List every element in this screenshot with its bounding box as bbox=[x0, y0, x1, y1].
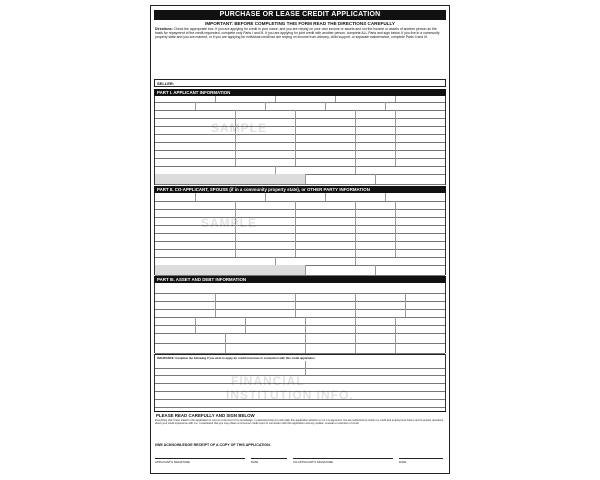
sign-heading: PLEASE READ CAREFULLY AND SIGN BELOW bbox=[154, 411, 446, 419]
coapplicant-fields[interactable] bbox=[154, 193, 446, 275]
directions-text: Check the appropriate box. If you are applying for credit in your name, and you are relying on your own income or assets and not the income or assets of another person as the basis for repayment of the credit requested, complete only Parts I and III. If you are applying for joint credit with another person, complete ALL Parts and sign below. If you live in a community property state and you are married, or if you are applying for individual credit but are relying on income from alimony, child support, or separate maintenance, complete Parts II and III. bbox=[155, 27, 440, 40]
applicant-signature-line[interactable]: APPLICANT'S SIGNATURE bbox=[155, 458, 245, 466]
part-2-header: PART II. CO-APPLICANT, SPOUSE (if in a community property state), or OTHER PARTY INFORMATION bbox=[154, 186, 446, 193]
coapplicant-signature-line[interactable]: CO-APPLICANT'S SIGNATURE bbox=[293, 458, 393, 466]
applicant-fields[interactable] bbox=[154, 96, 446, 185]
part-1-header: PART I. APPLICANT INFORMATION bbox=[154, 89, 446, 96]
form-title: PURCHASE OR LEASE CREDIT APPLICATION bbox=[154, 10, 446, 20]
watermark-sample: SAMPLE bbox=[211, 121, 268, 135]
date-line-1[interactable]: DATE bbox=[251, 458, 287, 466]
asset-debt-fields[interactable] bbox=[154, 283, 446, 353]
watermark-sample-2: SAMPLE bbox=[201, 216, 258, 230]
credit-application-form bbox=[150, 5, 450, 474]
part-3-header: PART III. ASSET AND DEBT INFORMATION bbox=[154, 276, 446, 283]
insurance-text: INSURANCE: Complete the following if you wish to apply for credit insurance in connection with this credit application bbox=[157, 356, 315, 360]
directions-label: Directions: bbox=[155, 27, 173, 31]
seller-label: SELLER: bbox=[157, 81, 175, 86]
important-notice: IMPORTANT: BEFORE COMPLETING THIS FORM READ THE DIRECTIONS CAREFULLY bbox=[205, 21, 395, 26]
seller-field[interactable] bbox=[154, 79, 446, 87]
date-line-2[interactable]: DATE bbox=[399, 458, 443, 466]
watermark-financial: FINANCIAL bbox=[231, 374, 305, 388]
watermark-institution: INSTITUTION INFO. bbox=[226, 388, 354, 402]
acknowledgement: I/WE ACKNOWLEDGE RECEIPT OF A COPY OF THIS APPLICATION. bbox=[155, 443, 271, 447]
directions bbox=[155, 27, 445, 63]
sign-terms: Everything that I have stated in this application is correct to the best of my knowledge. I understand that you will retain this application whether or not it is approved. You are authorized to check my credit and employment history and to answer questions about your credit experience with me. I understand that you may obtain a consumer credit report in connection with this application and any update, renewal or extension of credit. bbox=[155, 419, 444, 426]
